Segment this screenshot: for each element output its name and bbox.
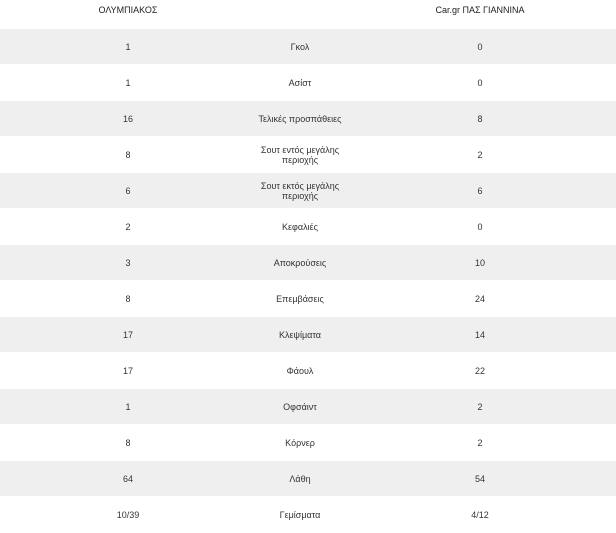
stat-label: Γκολ xyxy=(256,29,344,65)
away-value: 2 xyxy=(344,425,616,461)
stat-label: Ασίστ xyxy=(256,65,344,101)
stat-label: Φάουλ xyxy=(256,353,344,389)
stat-row-tackles xyxy=(0,281,616,317)
away-value: 0 xyxy=(344,209,616,245)
stat-row-assists xyxy=(0,65,616,101)
away-value: 8 xyxy=(344,101,616,137)
stat-label: Σουτ εντός μεγάλης περιοχής xyxy=(256,137,344,173)
home-value: 8 xyxy=(0,137,256,173)
home-value: 10/39 xyxy=(0,497,256,533)
stat-row-steals xyxy=(0,317,616,353)
stat-row-fouls xyxy=(0,353,616,389)
home-value: 3 xyxy=(0,245,256,281)
stat-label: Κλεψίματα xyxy=(256,317,344,353)
home-value: 17 xyxy=(0,317,256,353)
away-value: 22 xyxy=(344,353,616,389)
away-value: 24 xyxy=(344,281,616,317)
home-team-header: ΟΛΥΜΠΙΑΚΟΣ xyxy=(0,0,256,29)
stats-table-body xyxy=(0,29,616,533)
away-value: 6 xyxy=(344,173,616,209)
stats-table-header xyxy=(0,0,616,29)
home-value: 8 xyxy=(0,281,256,317)
away-value: 4/12 xyxy=(344,497,616,533)
stat-row-shots-outside-box xyxy=(0,173,616,209)
stat-row-saves xyxy=(0,245,616,281)
home-value: 6 xyxy=(0,173,256,209)
away-value: 2 xyxy=(344,137,616,173)
stat-row-shots-inside-box xyxy=(0,137,616,173)
stat-label: Οφσάιντ xyxy=(256,389,344,425)
stat-row-headers xyxy=(0,209,616,245)
stat-row-total-shots xyxy=(0,101,616,137)
home-value: 1 xyxy=(0,29,256,65)
stat-label: Γεμίσματα xyxy=(256,497,344,533)
away-value: 10 xyxy=(344,245,616,281)
home-value: 16 xyxy=(0,101,256,137)
home-value: 1 xyxy=(0,65,256,101)
home-value: 17 xyxy=(0,353,256,389)
stat-row-corners xyxy=(0,425,616,461)
stat-label: Λάθη xyxy=(256,461,344,497)
home-value: 64 xyxy=(0,461,256,497)
away-value: 14 xyxy=(344,317,616,353)
stat-label: Τελικές προσπάθειες xyxy=(256,101,344,137)
stat-label-header xyxy=(256,0,344,29)
stat-label: Σουτ εκτός μεγάλης περιοχής xyxy=(256,173,344,209)
home-value: 2 xyxy=(0,209,256,245)
stat-label: Κόρνερ xyxy=(256,425,344,461)
away-team-header: Car.gr ΠΑΣ ΓΙΑΝΝΙΝΑ xyxy=(344,0,616,29)
stat-label: Επεμβάσεις xyxy=(256,281,344,317)
stat-row-crosses xyxy=(0,497,616,533)
home-value: 1 xyxy=(0,389,256,425)
stat-row-errors xyxy=(0,461,616,497)
stat-row-goals xyxy=(0,29,616,65)
away-value: 0 xyxy=(344,65,616,101)
away-value: 0 xyxy=(344,29,616,65)
home-value: 8 xyxy=(0,425,256,461)
away-value: 54 xyxy=(344,461,616,497)
header-row xyxy=(0,0,616,29)
stat-label: Κεφαλιές xyxy=(256,209,344,245)
stat-row-offsides xyxy=(0,389,616,425)
away-value: 2 xyxy=(344,389,616,425)
stat-label: Αποκρούσεις xyxy=(256,245,344,281)
